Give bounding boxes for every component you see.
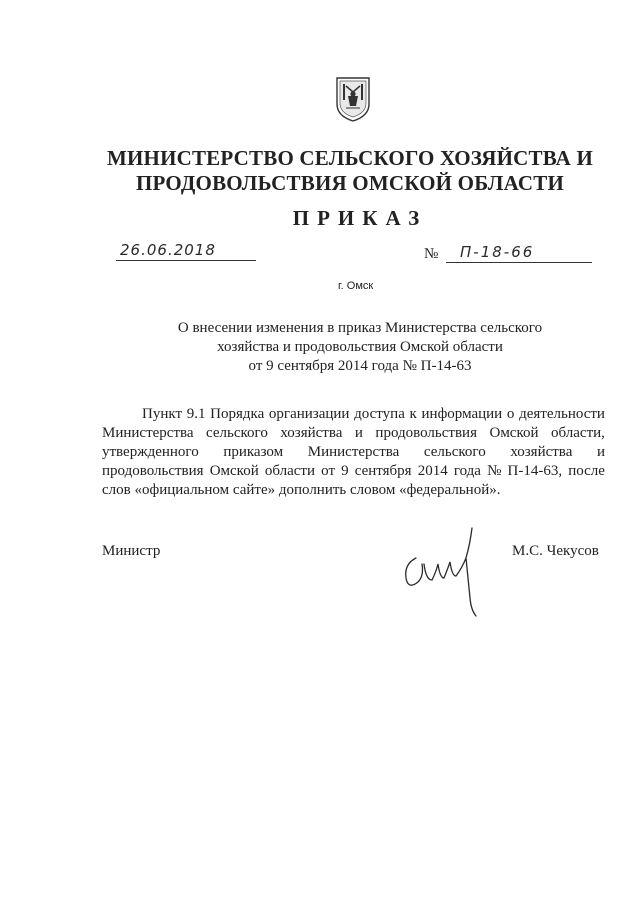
body-word: и <box>596 444 605 460</box>
order-number-handwritten: П-18-66 <box>460 243 535 261</box>
document-type-title: ПРИКАЗ <box>292 206 428 230</box>
body-word: доступа <box>354 406 405 422</box>
body-word: Порядка <box>210 406 265 422</box>
body-word: сельского <box>206 425 268 441</box>
body-line-2 <box>102 424 605 443</box>
body-word: продовольствия <box>102 463 204 479</box>
body-word: деятельности <box>519 406 605 422</box>
body-line-3 <box>102 443 605 462</box>
ministry-heading <box>60 146 640 196</box>
coat-of-arms-emblem <box>334 76 372 122</box>
body-word: и <box>354 425 363 441</box>
body-word: области, <box>551 425 605 441</box>
body-word: сентября <box>354 463 412 479</box>
body-line-5: слов «официальном сайте» дополнить словом «федеральной». <box>102 482 501 498</box>
signatory-name: М.С. Чекусов <box>512 543 599 559</box>
body-line-4 <box>102 462 605 481</box>
body-word: Омской <box>209 463 259 479</box>
date-underline <box>116 260 256 261</box>
ministry-heading-line-2: ПРОДОВОЛЬСТВИЯ ОМСКОЙ ОБЛАСТИ <box>135 171 565 195</box>
handwritten-signature <box>398 518 488 620</box>
number-sign: № <box>424 246 439 262</box>
body-word: № <box>487 463 502 479</box>
signatory-title: Министр <box>102 543 161 559</box>
body-word: после <box>568 463 605 479</box>
body-word: информации <box>421 406 503 422</box>
body-word: приказом <box>223 444 284 460</box>
body-word: области <box>264 463 316 479</box>
body-word: 2014 <box>417 463 448 479</box>
body-word: 9.1 <box>186 406 206 422</box>
body-word: хозяйства <box>280 425 343 441</box>
body-line-1 <box>102 405 605 424</box>
number-underline <box>446 262 592 263</box>
body-word: Министерства <box>102 425 194 441</box>
order-subject <box>140 319 580 376</box>
body-word: Омской <box>489 425 539 441</box>
body-word: Министерства <box>307 444 400 460</box>
body-word: от <box>321 463 335 479</box>
body-word: хозяйства <box>510 444 573 460</box>
body-word: организации <box>268 406 350 422</box>
body-word: о <box>506 406 515 422</box>
ministry-heading-line-1: МИНИСТЕРСТВО СЕЛЬСКОГО ХОЗЯЙСТВА И <box>106 146 593 170</box>
subject-line-1: О внесении изменения в приказ Министерства сельского <box>177 320 543 336</box>
body-word: 9 <box>341 463 349 479</box>
body-word: утвержденного <box>102 444 199 460</box>
city-label: г. Омск <box>338 280 374 292</box>
body-word: продовольствия <box>375 425 477 441</box>
body-word: сельского <box>423 444 486 460</box>
subject-line-3: от 9 сентября 2014 года № П-14-63 <box>248 358 472 374</box>
order-date-handwritten: 26.06.2018 <box>120 241 216 259</box>
body-word: года <box>453 463 481 479</box>
body-word: Пункт <box>142 406 183 422</box>
body-word: П-14-63, <box>507 463 563 479</box>
subject-line-2: хозяйства и продовольствия Омской области <box>217 339 503 355</box>
body-word: к <box>409 406 417 422</box>
order-body <box>102 405 605 500</box>
